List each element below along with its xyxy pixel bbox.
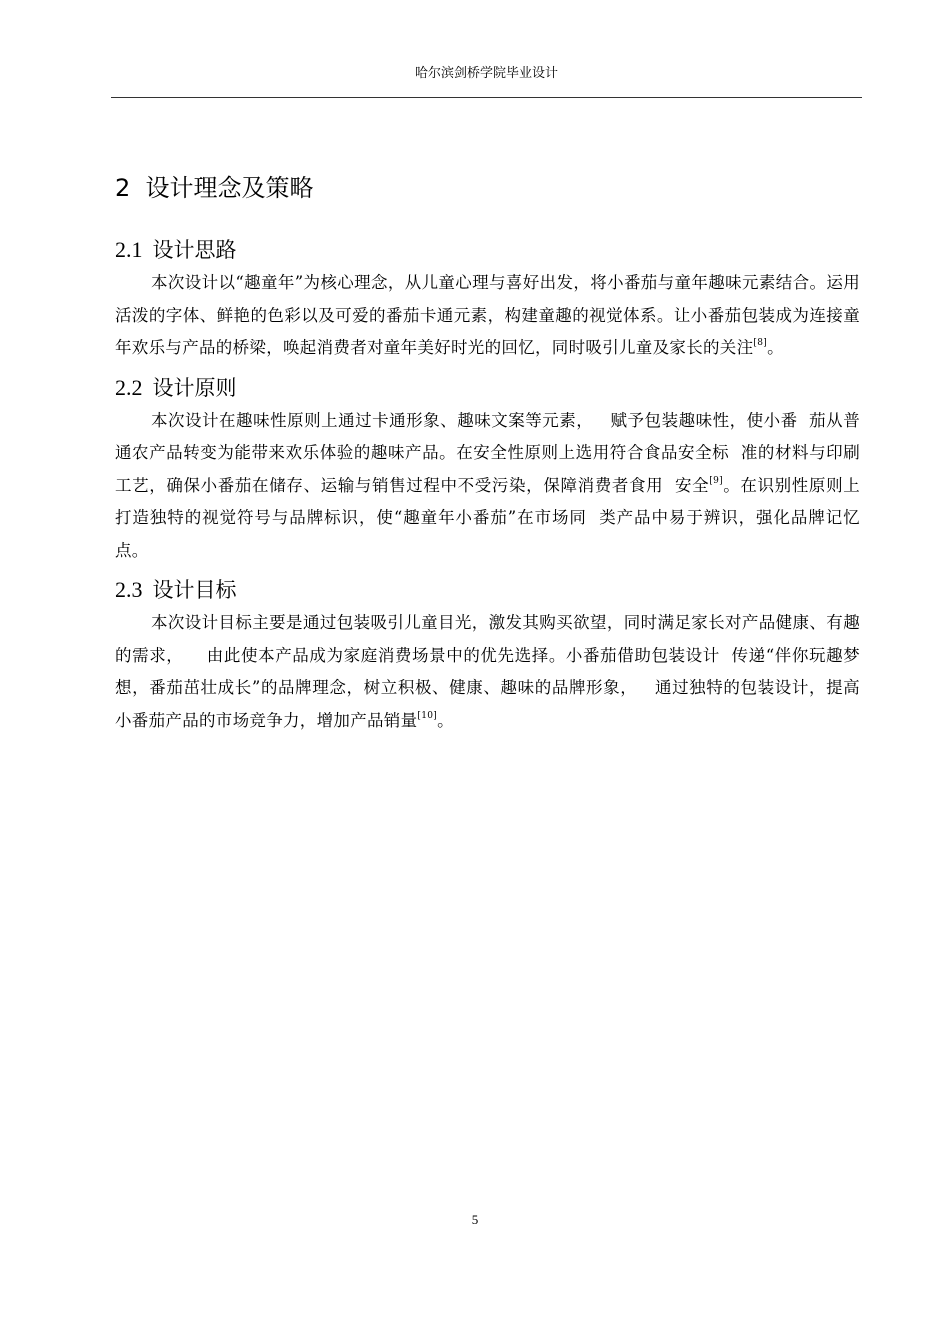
section-paragraph <box>115 607 860 737</box>
paragraph-text: 本次设计目标主要是通过包装吸引儿童目光，激发其购买欲望，同时满足家长对产品健康、有趣的需求， 由此使本产品成为家庭消费场景中的优先选择。小番茄借助包装设计 传递“伴你玩趣梦想，番茄茁壮成长”的品牌理念，树立积极、健康、趣味的品牌形象， 通过独特的包装设计，提高小番茄产品的市场竞争力，增加产品销量 <box>115 613 860 730</box>
document-body <box>115 168 860 743</box>
section-title: 设计思路 <box>152 238 237 262</box>
citation: [8] <box>753 338 768 348</box>
section-number: 2.3 <box>115 577 143 602</box>
paragraph-text: 本次设计以“趣童年”为核心理念，从儿童心理与喜好出发，将小番茄与童年趣味元素结合。运用活泼的字体、鲜艳的色彩以及可爱的番茄卡通元素，构建童趣的视觉体系。让小番茄包装成为连接童年欢乐与产品的桥梁，唤起消费者对童年美好时光的回忆，同时吸引儿童及家长的关注 <box>115 273 860 357</box>
section-2-2 <box>115 371 860 568</box>
section-paragraph <box>115 405 860 568</box>
section-heading <box>115 573 860 607</box>
page-header: 哈尔滨剑桥学院毕业设计 <box>414 66 558 81</box>
page-number: 5 <box>471 1212 479 1227</box>
paragraph-text: 本次设计在趣味性原则上通过卡通形象、趣味文案等元素， 赋予包装趣味性，使小番 茄从普通农产品转变为能带来欢乐体验的趣味产品。在安全性原则上选用符合食品安全标 准的材料与印刷工艺，确保小番茄在储存、运输与销售过程中不受污染，保障消费者食用 安全 <box>115 410 860 495</box>
chapter-heading <box>115 168 860 208</box>
chapter-title: 设计理念及策略 <box>145 174 314 202</box>
section-2-1 <box>115 233 860 365</box>
citation: [10] <box>417 710 438 721</box>
paragraph-end: 。 <box>767 338 784 357</box>
section-title: 设计原则 <box>152 375 237 400</box>
section-number: 2.2 <box>115 374 143 400</box>
section-title: 设计目标 <box>152 578 237 602</box>
section-2-3 <box>115 573 860 737</box>
section-number: 2.1 <box>115 237 143 262</box>
paragraph-end: 。 <box>437 710 454 730</box>
section-heading <box>115 371 860 405</box>
section-paragraph <box>115 267 860 365</box>
chapter-number: 2 <box>115 174 131 202</box>
citation: [9] <box>709 475 723 486</box>
header-divider <box>111 97 862 98</box>
paragraph-end: 。在识别性原则上打造独特的视觉符号与品牌标识，使“趣童年小番茄”在市场同 类产品中易于辨识，强化品牌记忆点。 <box>115 475 860 560</box>
section-heading <box>115 233 860 267</box>
